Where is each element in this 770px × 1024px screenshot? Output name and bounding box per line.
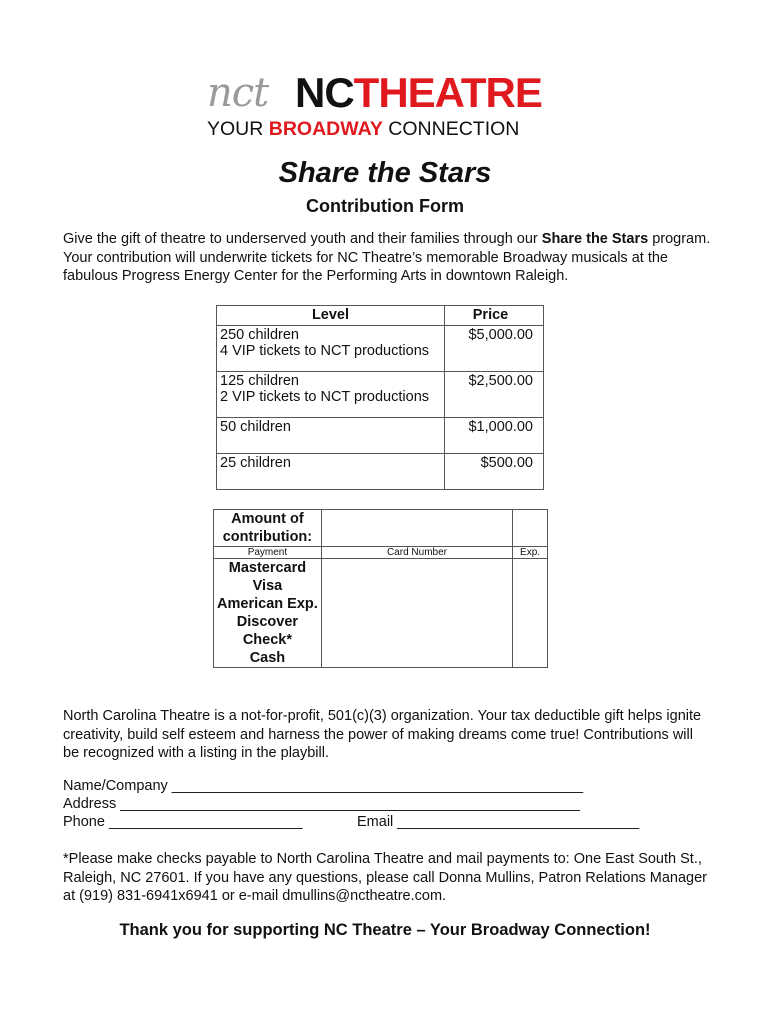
table-row [217,372,544,418]
intro-text-end: program. Your contribution will underwrite tickets for NC Theatre’s memorable Broadway musicals at the fabulous Progress Energy Center for the Performing Arts in downtown Raleigh. [63,231,711,284]
level-tickets: 4 VIP tickets to NCT productions [220,343,430,359]
logo-theatre: THEATRE [353,69,542,116]
level-cell [217,372,445,418]
payment-methods-list [214,559,322,668]
phone-field[interactable]: Phone ________________________ [63,814,303,830]
tagline-your: YOUR [207,118,269,140]
method-visa[interactable]: Visa [252,578,283,594]
table-row [217,454,544,490]
logo-wordmark [295,69,542,116]
price-cell: $500.00 [444,454,543,490]
intro-text-start: Give the gift of theatre to underserved youth and their families through our [63,231,542,247]
price-header: Price [444,306,543,326]
address-field[interactable]: Address _________________________________________________________ [63,796,580,812]
table-row [217,326,544,372]
level-cell: 25 children [217,454,445,490]
level-cell [217,326,445,372]
price-cell: $5,000.00 [444,326,543,372]
method-mastercard[interactable]: Mastercard [228,560,307,576]
level-tickets: 2 VIP tickets to NCT productions [220,389,430,405]
levels-table [216,305,544,490]
method-american-exp[interactable]: American Exp. [217,596,318,612]
price-cell: $2,500.00 [444,372,543,418]
method-cash[interactable]: Cash [249,650,286,666]
logo-nc: NC [295,69,354,116]
thank-you-message: Thank you for supporting NC Theatre – Your Broadway Connection! [119,921,651,939]
nc-theatre-logo [205,64,555,144]
email-field[interactable]: Email ______________________________ [357,814,640,830]
logo-tagline [207,118,519,141]
payment-methods-row [214,559,548,668]
payment-header: Payment [214,547,322,559]
nonprofit-paragraph: North Carolina Theatre is a not-for-profit, 501(c)(3) organization. Your tax deductible gift helps ignite creativity, build self esteem and harness the power of making dreams come true! Contributions will be recognized with a listing in the playbill. [63,708,702,761]
level-header: Level [217,306,445,326]
checks-note: *Please make checks payable to North Carolina Theatre and mail payments to: One East South St., Raleigh, NC 27601. If you have any questions, please call Donna Mullins, Patron Relations Manager at (919) 831-6941x6941 or e-mail dmullins@nctheatre.com. [63,851,708,904]
level-children: 125 children [220,373,299,389]
amount-input[interactable] [321,510,512,547]
card-number-header: Card Number [321,547,512,559]
price-cell: $1,000.00 [444,418,543,454]
level-cell: 50 children [217,418,445,454]
logo-script-nct: nct [207,70,269,116]
exp-input[interactable] [513,559,548,668]
page-title: Share the Stars [278,157,492,189]
method-check[interactable]: Check* [242,632,292,648]
levels-header-row [217,306,544,326]
card-number-input[interactable] [321,559,512,668]
name-company-field[interactable]: Name/Company ___________________________________________________ [63,778,584,794]
tagline-broadway: BROADWAY [268,118,383,140]
page-subtitle: Contribution Form [306,196,464,216]
amount-extra[interactable] [513,510,548,547]
method-discover[interactable]: Discover [236,614,299,630]
level-children: 250 children [220,327,299,343]
tagline-connection: CONNECTION [382,118,520,140]
intro-program-name: Share the Stars [541,231,649,247]
payment-table [213,509,548,668]
intro-paragraph [63,230,713,286]
amount-row [214,510,548,547]
exp-header: Exp. [513,547,548,559]
payment-header-row [214,547,548,559]
table-row [217,418,544,454]
amount-label: Amount of contribution: [214,510,322,547]
